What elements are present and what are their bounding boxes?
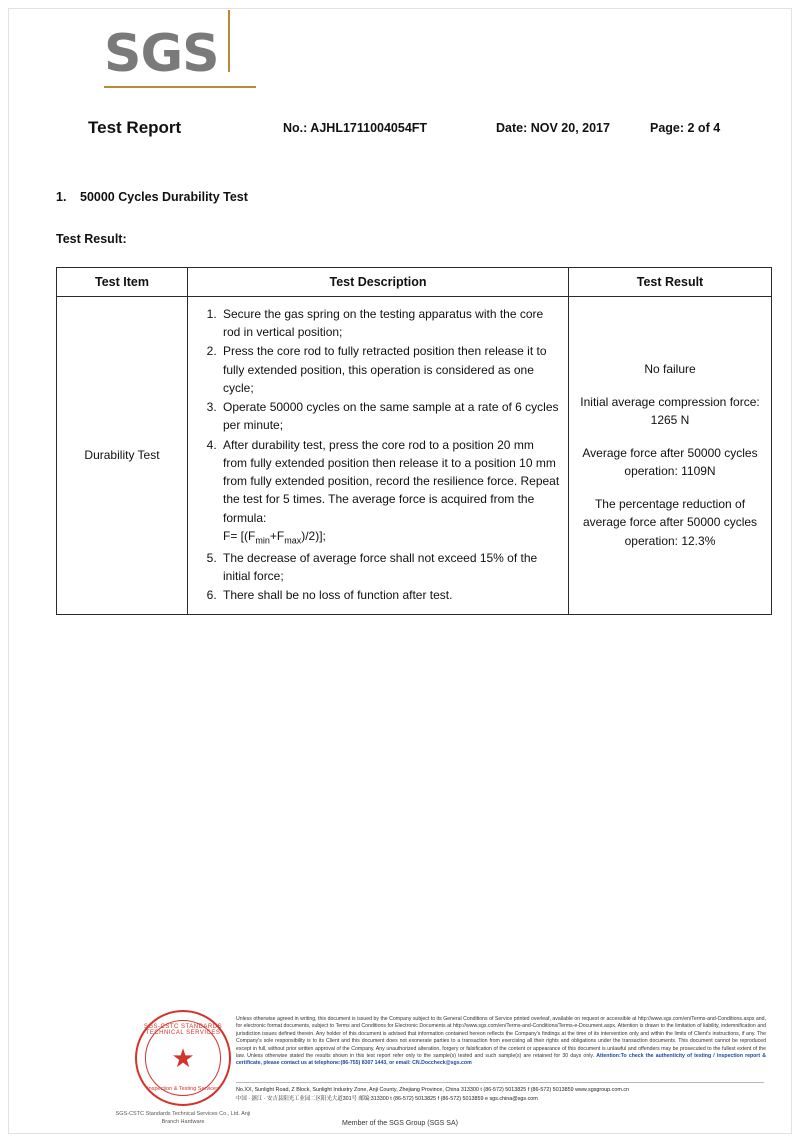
member-note: Member of the SGS Group (SGS SA) — [342, 1120, 458, 1127]
legal-attention: Attention:To check the authenticity of testing / inspection report & certificate, please contact us at telephone:(86-755) 8307 1443, or email: CN.Doccheck@sgs.com — [236, 1052, 766, 1067]
formula-mid: +F — [269, 528, 285, 543]
list-item — [220, 436, 560, 548]
result-initial-force: Initial average compression force: 1265 N — [580, 394, 760, 428]
list-item: 5. The decrease of average force shall not exceed 15% of the initial force; — [220, 549, 560, 585]
address-line-en: No.XX, Sunlight Road, Z Block, Sunlight Industry Zone, Anji County, Zhejiang Province, China 313300 t (86-572) 5013825 f (86-572) 5013859 www.sgsgroup.com.cn — [236, 1087, 630, 1093]
document-date: Date: NOV 20, 2017 — [496, 121, 610, 135]
logo-vertical-rule — [228, 10, 230, 72]
section-title: 50000 Cycles Durability Test — [80, 190, 248, 204]
document-number: No.: AJHL1711004054FT — [283, 121, 428, 135]
list-item: 3. Operate 50000 cycles on the same sample at a rate of 6 cycles per minute; — [220, 398, 560, 434]
list-item: 2. Press the core rod to fully retracted position then release it to fully extended position, this operation is considered as one cycle; — [220, 342, 560, 397]
formula-sub-min: min — [255, 535, 270, 546]
page-title: Test Report — [88, 118, 182, 137]
formula — [223, 528, 326, 546]
section-number: 1. — [56, 190, 67, 204]
stamp-top-text: SGS-CSTC STANDARDS TECHNICAL SERVICES — [143, 1024, 223, 1036]
address-line-cn: 中国 · 浙江 · 安吉县阳光工业园二区阳光大道301号 邮编:313300 t (86-572) 5013825 f (86-572) 5013859 e sgs.china@sgs.com — [236, 1096, 538, 1103]
formula-sub-max: max — [284, 535, 302, 546]
table-header-row — [57, 268, 772, 297]
test-result-table — [56, 267, 772, 615]
test-description-steps — [194, 305, 560, 605]
page-footer — [0, 1000, 800, 1130]
step-4-text: After durability test, press the core rod to a position 20 mm from fully extended position then release it to a position 10 mm from fully extended position, record the resilience force. Repeat the test for 5 times. The average force is acquired from the formula: — [223, 437, 560, 525]
list-item: 1. Secure the gas spring on the testing apparatus with the core rod in vertical position; — [220, 305, 560, 341]
legal-disclaimer — [236, 1016, 766, 1068]
stamp-caption: SGS-CSTC Standards Technical Services Co., Ltd. Anji Branch Hardware — [115, 1111, 251, 1126]
cell-test-item: Durability Test — [57, 297, 188, 615]
logo-underline — [104, 86, 256, 88]
page-number: Page: 2 of 4 — [650, 121, 721, 135]
sgs-logo-text: SGS — [104, 24, 219, 84]
result-percentage-reduction: The percentage reduction of average force after 50000 cycles operation: 12.3% — [582, 496, 758, 549]
list-item: 6. There shall be no loss of function after test. — [220, 586, 560, 604]
column-header-test-result: Test Result — [569, 268, 772, 297]
company-address — [236, 1086, 776, 1104]
footer-divider — [236, 1082, 764, 1083]
column-header-test-description: Test Description — [188, 268, 569, 297]
legal-text: Unless otherwise agreed in writing, this document is issued by the Company subject to its General Conditions of Service printed overleaf, available on request or accessible at http://www.sgs.com/en/Terms-and-Conditions.aspx and, for electronic format documents, subject to Terms and Conditions for Electronic Documents at http://www.sgs.com/en/Terms-and-Conditions/Terms-e-Document.aspx. Attention is drawn to the limitation of liability, indemnification and jurisdiction issues defined therein. Any holder of this document is advised that information contained hereon reflects the Company's findings at the time of its intervention only and within the limits of Client's instructions, if any. The Company's sole responsibility is to its Client and this document does not exonerate parties to a transaction from exercising all their rights and obligations under the transaction documents. This document cannot be reproduced except in full, without prior written approval of the Company. Any unauthorized alteration, forgery or falsification of the content or appearance of this document is unlawful and offenders may be prosecuted to the fullest extent of the law. Unless otherwise stated the results shown in this test report refer only to the sample(s) tested and such sample(s) are retained for 30 days only. — [236, 1016, 766, 1059]
formula-prefix: F= [(F — [223, 528, 256, 543]
company-stamp-icon — [135, 1010, 231, 1106]
star-icon: ★ — [171, 1043, 195, 1073]
stamp-bottom-text: Inspection & Testing Services — [147, 1086, 219, 1092]
result-force-after-cycles: Average force after 50000 cycles operation: 1109N — [582, 445, 758, 479]
result-no-failure: No failure — [644, 361, 696, 376]
table-row — [57, 297, 772, 615]
formula-suffix: )/2)]; — [301, 528, 326, 543]
cell-test-description — [188, 297, 569, 615]
column-header-test-item: Test Item — [57, 268, 188, 297]
test-result-label: Test Result: — [56, 232, 127, 246]
section-heading — [56, 190, 248, 204]
sgs-logo — [104, 26, 256, 92]
cell-test-result — [569, 297, 772, 615]
